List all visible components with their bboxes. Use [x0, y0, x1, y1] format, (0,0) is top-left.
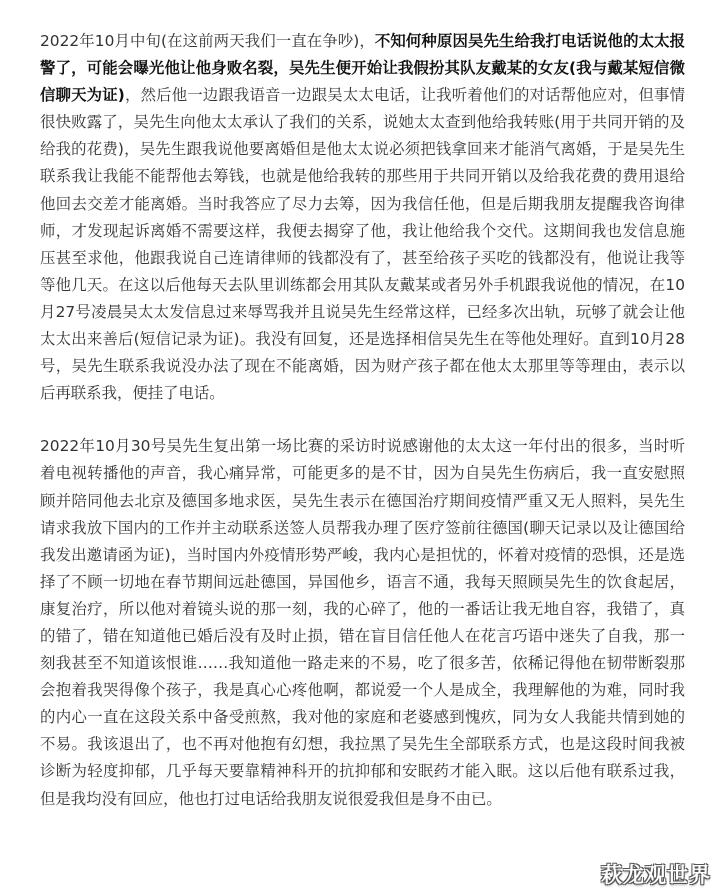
paragraph-1-intro: 2022年10月中旬(在这前两天我们一直在争吵)，	[40, 32, 375, 50]
paragraph-1-rest: ，然后他一边跟我语音一边跟吴太太电话，让我听着他们的对话帮他应对，但事情很快败露了，吴先生向他太太承认了我们的关系，说她太太查到他给我转账(用于共同开销的及给我的花费)，吴先生跟我说他要离婚但是他太太说必须把钱拿回来才能消气离婚，于是吴先生联系我让我能不能帮他去筹钱，也就是他给我转的那些用于共同开销以及给我花费的费用退给他回去交差才能离婚。当时我答应了尽力去筹，因为我信任他，但是后期我朋友提醒我咨询律师，才发现起诉离婚不需要这样，我便去揭穿了他，我让他给我个交代。这期间我也发信息施压甚至求他，他跟我说自己连请律师的钱都没有了，甚至给孩子买吃的钱都没有，他说让我等等他几天。在这以后他每天去队里训练都会用其队友戴某或者另外手机跟我说他的情况，在10月27号凌晨吴太太发信息过来辱骂我并且说吴先生经常这样，已经多次出轨，玩够了就会让他太太出来善后(短信记录为证)。我没有回复，还是选择相信吴先生在等他处理好。直到10月28号，吴先生联系我说没办法了现在不能离婚，因为财产孩子都在他太太那里等等理由，表示以后再联系我，便挂了电话。	[40, 86, 685, 403]
paragraph-2: 2022年10月30号吴先生复出第一场比赛的采访时说感谢他的太太这一年付出的很多，当时听着电视转播他的声音，我心痛异常，可能更多的是不甘，因为自吴先生伤病后，我一直安慰照顾并陪同他去北京及德国多地求医，吴先生表示在德国治疗期间疫情严重又无人照料，吴先生请求我放下国内的工作并主动联系送签人员帮我办理了医疗签前往德国(聊天记录以及让德国给我发出邀请函为证)，当时国内外疫情形势严峻，我内心是担忧的，怀着对疫情的恐惧，还是选择了不顾一切地在春节期间远赴德国，异国他乡，语言不通，我每天照顾吴先生的饮食起居，康复治疗，所以他对着镜头说的那一刻，我的心碎了，他的一番话让我无地自容，我错了，真的错了，错在知道他已婚后没有及时止损，错在盲目信任他人在花言巧语中迷失了自我，那一刻我甚至不知道该恨谁……我知道他一路走来的不易，吃了很多苦，依稀记得他在韧带断裂那会抱着我哭得像个孩子，我是真心心疼他啊，都说爱一个人是成全，我理解他的为难，同时我的内心一直在这段关系中备受煎熬，我对他的家庭和老婆感到愧疚，同为女人我能共情到她的不易。我该退出了，也不再对他抱有幻想，我拉黑了吴先生全部联系方式，也是这段时间我被诊断为轻度抑郁，几乎每天要靠精神科开的抗抑郁和安眠药才能入眠。这以后他有联系过我，但是我均没有回应，他也打过电话给我朋友说很爱我但是身不由已。	[40, 437, 685, 808]
paragraph-1-bold-text: 不知何种原因吴先生给我打电话说他的太太报警了，可能会曝光他让他身败名裂，吴先生便开始让我假扮其队友戴某的女友(我与戴某短信微信聊天为证)	[40, 32, 685, 105]
watermark-logo: 萩龙观世界	[601, 863, 711, 887]
article-body	[40, 28, 685, 813]
paragraph-1	[40, 28, 685, 407]
